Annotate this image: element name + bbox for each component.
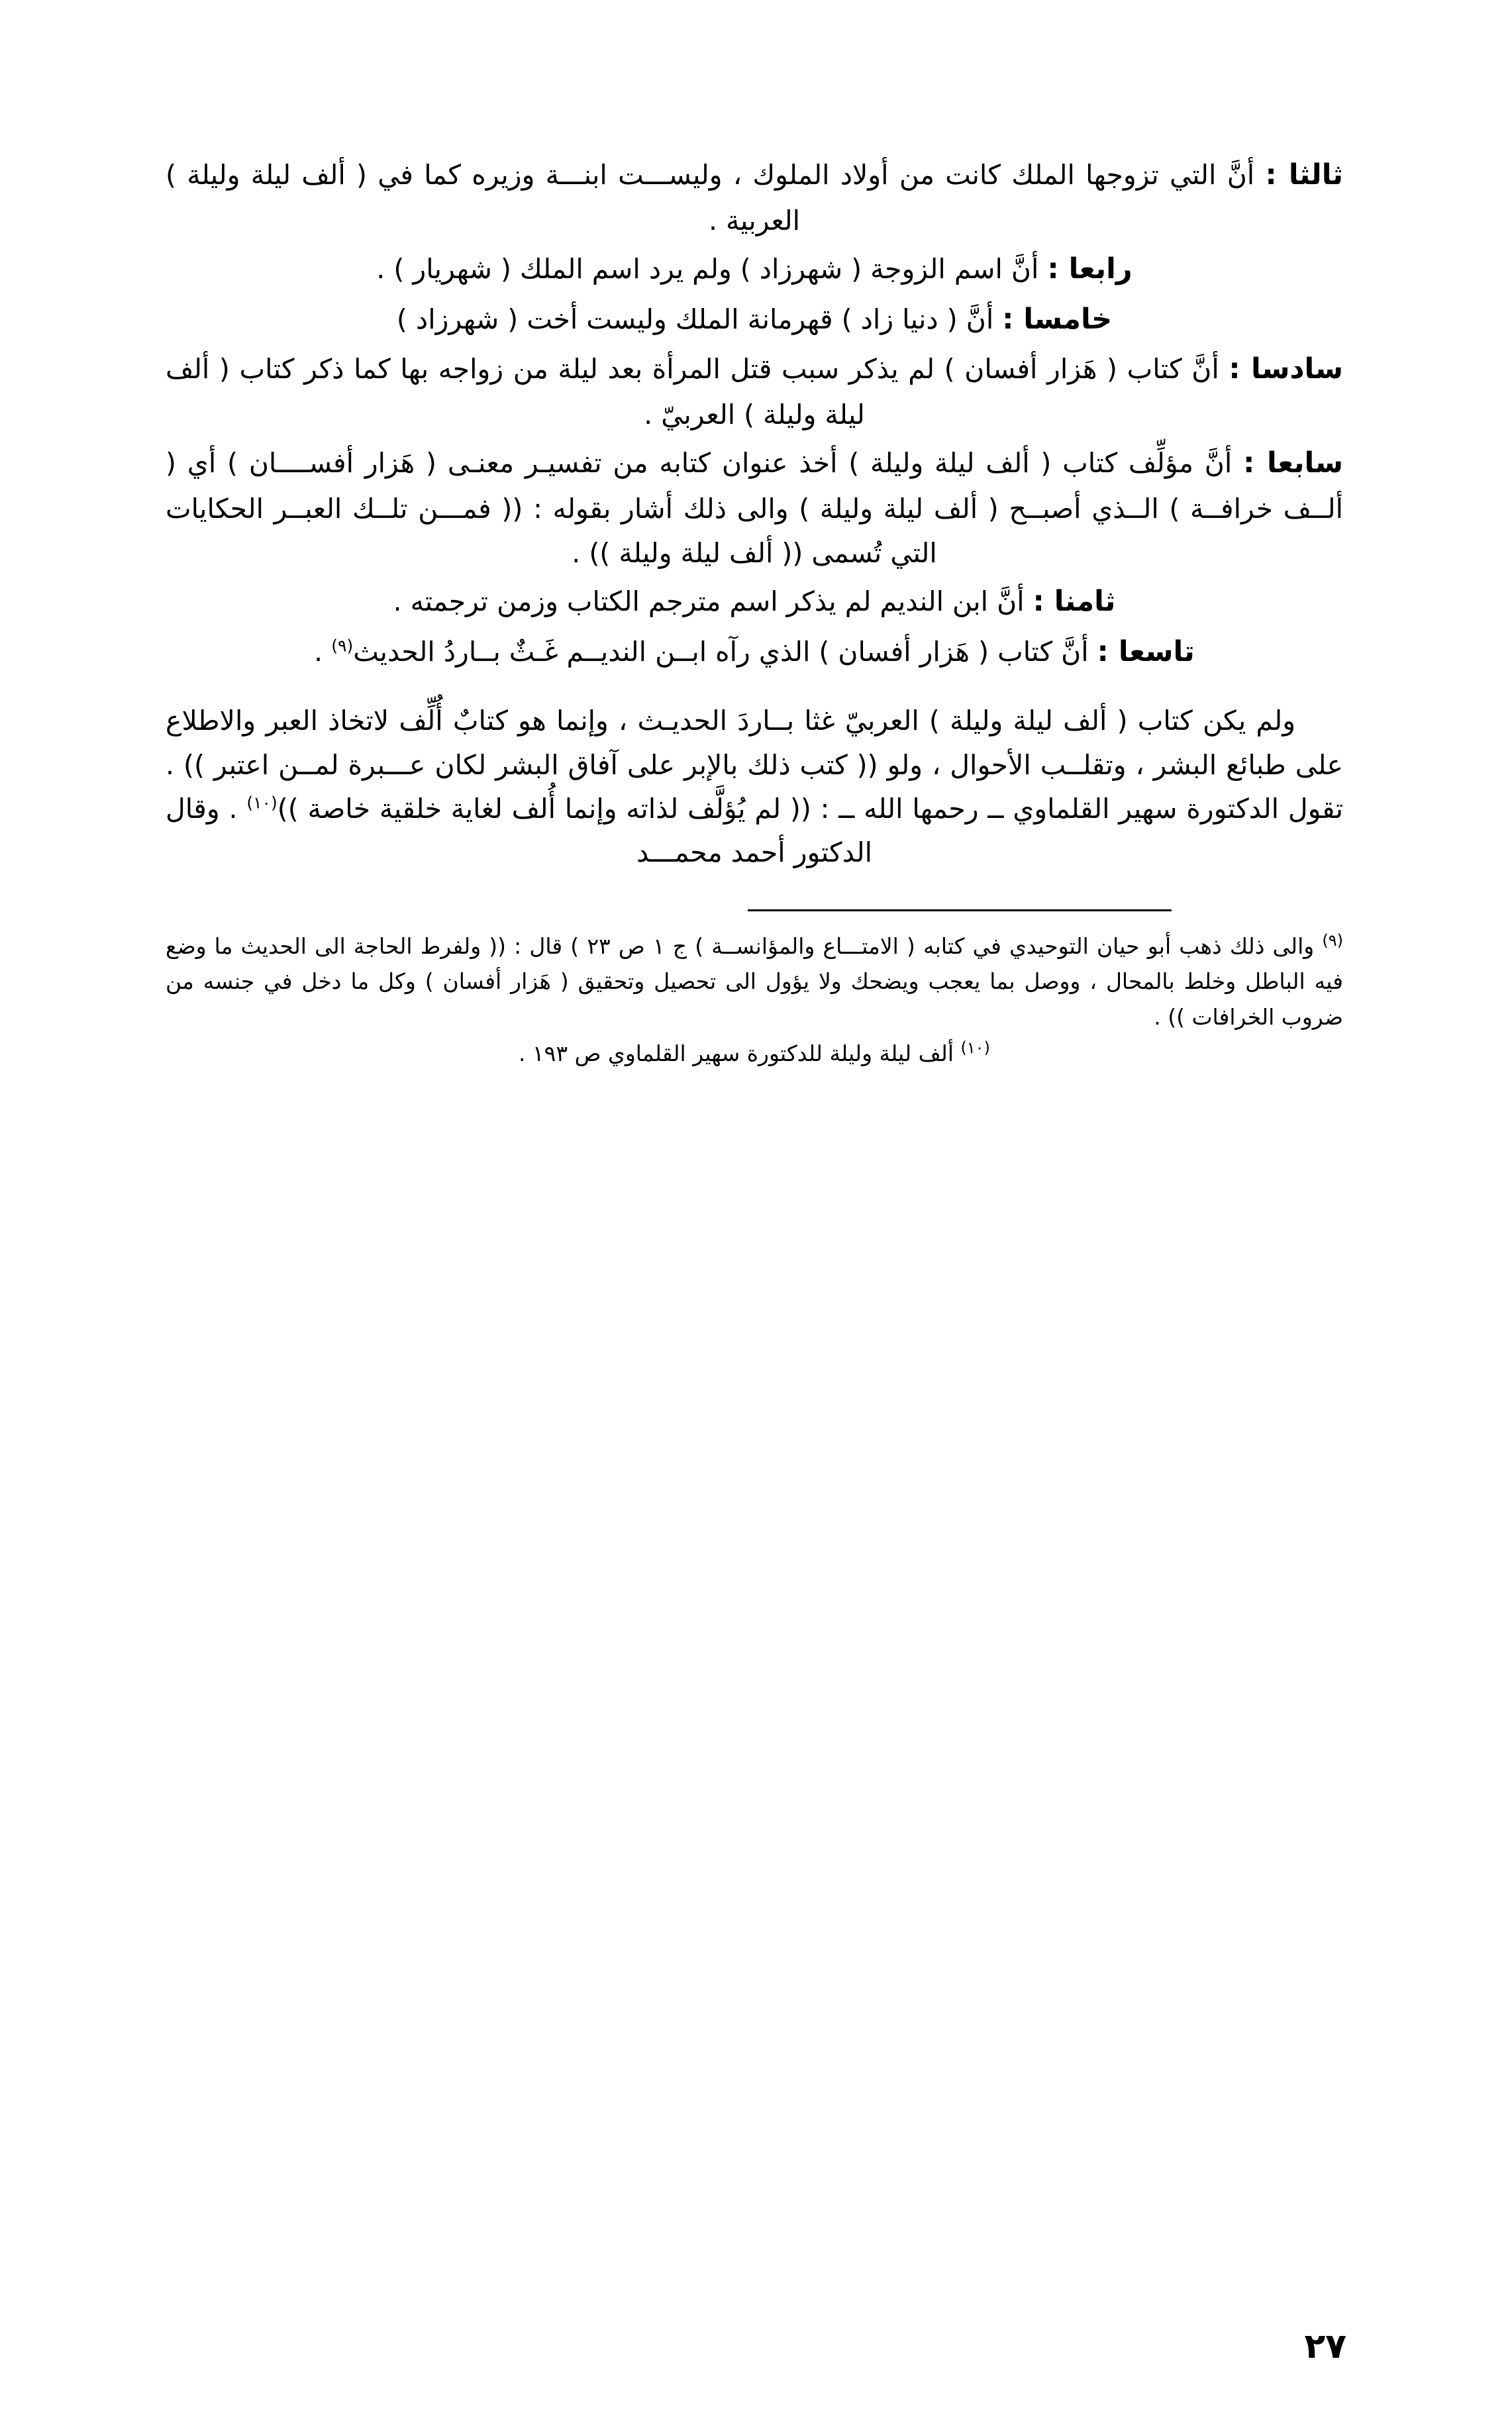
item-text-fourth: أنَّ اسم الزوجة ( شهرزاد ) ولم يرد اسم الملك ( شهريار ) . (376, 253, 1048, 285)
item-text-eighth: أنَّ ابن النديم لم يذكر اسم مترجم الكتاب وزمن ترجمته . (393, 585, 1033, 617)
numbered-item-sixth (166, 346, 1343, 436)
footnote-10-text: ألف ليلة وليلة للدكتورة سهير القلماوي ص ١٩٣ . (518, 1040, 961, 1067)
numbered-item-fourth (166, 246, 1343, 293)
item-lead-sixth: سادسا : (1229, 352, 1343, 386)
page-number: ٢٧ (1304, 2327, 1346, 2366)
body-text (166, 152, 1343, 875)
item-text-fifth: أنَّ ( دنيا زاد ) قهرمانة الملك وليست أخت ( شهرزاد ) (396, 303, 1003, 335)
numbered-item-ninth (166, 629, 1343, 676)
footnote-ref-10: (١٠) (246, 793, 277, 813)
footnote-separator (748, 909, 1172, 911)
numbered-item-third (166, 152, 1343, 242)
body-paragraph-1-text: ولم يكن كتاب ( ألف ليلة وليلة ) العربيّ غثا بــاردَ الحديـث ، وإنما هو كتابٌ أُلِّف لاتخاذ العبر والاطلاع على طبائع البشر ، وتقلــب الأحوال ، ولو (( كتب ذلك بالإبر على آفاق البشر لكان عـــبرة لمــن اعتبر )) . تقول الدكتورة سهير القلماوي ــ رحمها الله ــ : (( لم يُؤلَّف لذاته وإنما أُلف لغاية خلقية خاصة )) (166, 705, 1343, 825)
footnote-10 (166, 1036, 1343, 1071)
footnote-ref-9: (٩) (331, 635, 354, 655)
numbered-item-fifth (166, 297, 1343, 343)
item-lead-ninth: تاسعا : (1097, 634, 1195, 668)
footnotes-block (166, 929, 1343, 1072)
footnote-9 (166, 929, 1343, 1035)
item-lead-fifth: خامسا : (1002, 302, 1113, 336)
item-text-sixth: أنَّ كتاب ( هَزار أفسان ) لم يذكر سبب قتل المرأة بعد ليلة من زواجه بها كما ذكر كتاب ( ألف ليلة وليلة ) العربيّ . (166, 353, 1229, 431)
item-lead-eighth: ثامنا : (1033, 584, 1116, 618)
paragraph-spacer (166, 679, 1343, 699)
footnote-10-marker: (١٠) (960, 1038, 991, 1058)
footnote-9-marker: (٩) (1322, 931, 1343, 950)
footnote-9-text: والى ذلك ذهب أبو حيان التوحيدي في كتابه ( الامتـــاع والمؤانســة ) ج ١ ص ٢٣ ) قال : (( ولفرط الحاجة الى الحديث ما وضع فيه الباطل وخلط بالمحال ، ووصل بما يعجب ويضحك ولا يؤول الى تحصيل وتحقيق ( هَزار أفسان ) وكل ما دخل في جنسه من ضروب الخرافات )) . (166, 933, 1343, 1030)
item-lead-seventh: سابعا : (1243, 446, 1343, 480)
numbered-item-seventh (166, 440, 1343, 574)
item-text-third: أنَّ التي تزوجها الملك كانت من أولاد الملوك ، وليســـت ابنـــة وزيره كما في ( ألف ليلة وليلة ) العربية . (166, 159, 1266, 236)
body-paragraph-1-tail: . وقال الدكتور أحمد محمـــد (166, 793, 872, 869)
item-lead-third: ثالثا : (1265, 158, 1343, 191)
item-lead-fourth: رابعا : (1047, 252, 1133, 286)
item-text-seventh: أنَّ مؤلِّف كتاب ( ألف ليلة وليلة ) أخذ عنوان كتابه من تفسيـر معنـى ( هَزار أفســــان ) أي ( ألــف خرافــة ) الــذي أصبــح ( ألف ليلة وليلة ) والى ذلك أشار بقوله : (( فمـــن تلــك العبــر الحكايات التي تُسمى (( ألف ليلة وليلة )) . (166, 447, 1343, 569)
item-text-ninth: أنَّ كتاب ( هَزار أفسان ) الذي رآه ابــن النديــم غَـثٌ بــاردُ الحديث (353, 635, 1097, 668)
body-paragraph-1 (166, 699, 1343, 875)
item-text-ninth-tail: . (314, 635, 332, 668)
numbered-item-eighth (166, 579, 1343, 625)
